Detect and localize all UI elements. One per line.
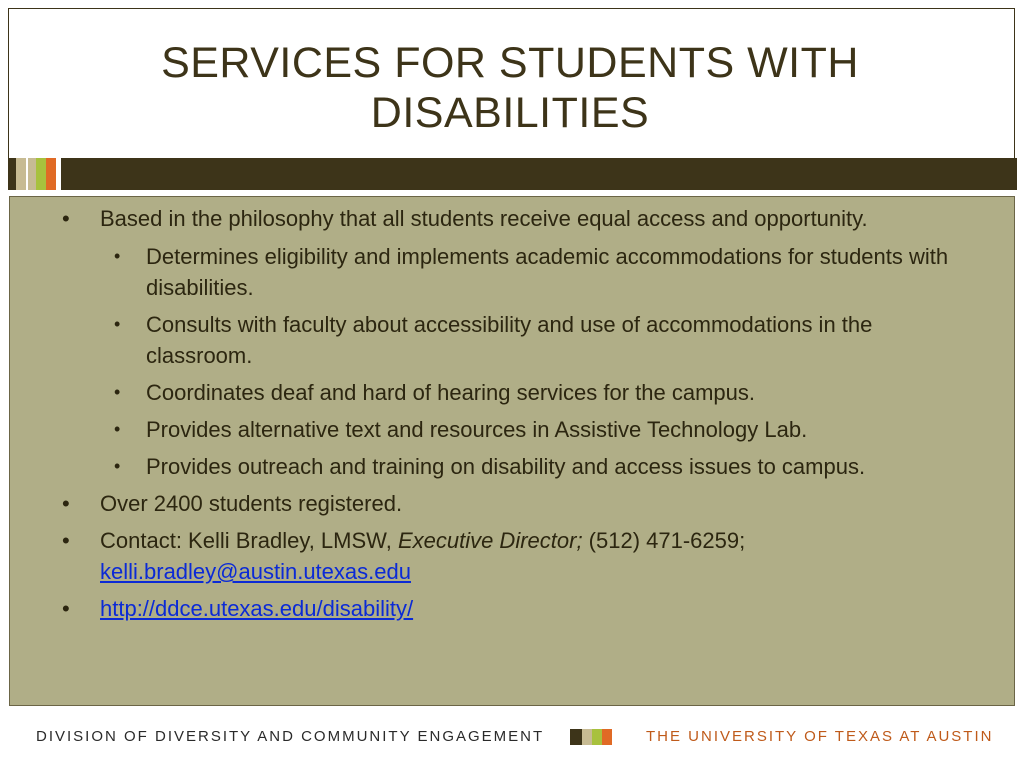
stripe-orange [46,158,56,190]
bullet-list [58,203,958,630]
list-item [58,525,958,587]
list-item [58,488,958,519]
stripe-dark [8,158,16,190]
contact-email-link[interactable]: kelli.bradley@austin.utexas.edu [100,559,411,584]
sub-bullet-list [100,241,958,482]
stripe-tan-2 [28,158,36,190]
footer-stripe-accent [570,729,612,745]
list-item: • Provides alternative text and resources in Assistive Technology Lab. [100,414,958,445]
footer-stripe-dark [570,729,582,745]
bullet-philosophy: Based in the philosophy that all students receive equal access and opportunity. [100,206,868,231]
footer-stripe-orange [602,729,612,745]
bullet-registered: Over 2400 students registered. [100,491,403,516]
footer-university-name: THE UNIVERSITY OF TEXAS AT AUSTIN [646,728,994,745]
slide-title-line-2: DISABILITIES [370,89,650,137]
footer-stripe-tan [582,729,592,745]
list-item [58,593,958,624]
list-item: • Coordinates deaf and hard of hearing services for the campus. [100,377,958,408]
title-divider-bar [61,158,1017,190]
contact-phone: (512) 471-6259; [582,528,746,553]
footer-stripe-lime [592,729,602,745]
list-item: • Provides outreach and training on disability and access issues to campus. [100,451,958,482]
slide-title-line-1: SERVICES FOR STUDENTS WITH [161,39,859,87]
website-link[interactable]: http://ddce.utexas.edu/disability/ [100,596,414,621]
stripe-lime [36,158,46,190]
title-stripe-accent [8,158,56,190]
list-item: • Determines eligibility and implements academic accommodations for students with disabilities. [100,241,958,303]
content-panel [9,196,1015,706]
list-item: • Consults with faculty about accessibility and use of accommodations in the classroom. [100,309,958,371]
slide-title [60,38,960,138]
contact-prefix: Contact: Kelli Bradley, LMSW, [100,528,398,553]
list-item [58,203,958,482]
footer-division-name: DIVISION OF DIVERSITY AND COMMUNITY ENGAGEMENT [36,728,545,745]
stripe-tan [16,158,26,190]
contact-role: Executive Director; [397,528,583,553]
